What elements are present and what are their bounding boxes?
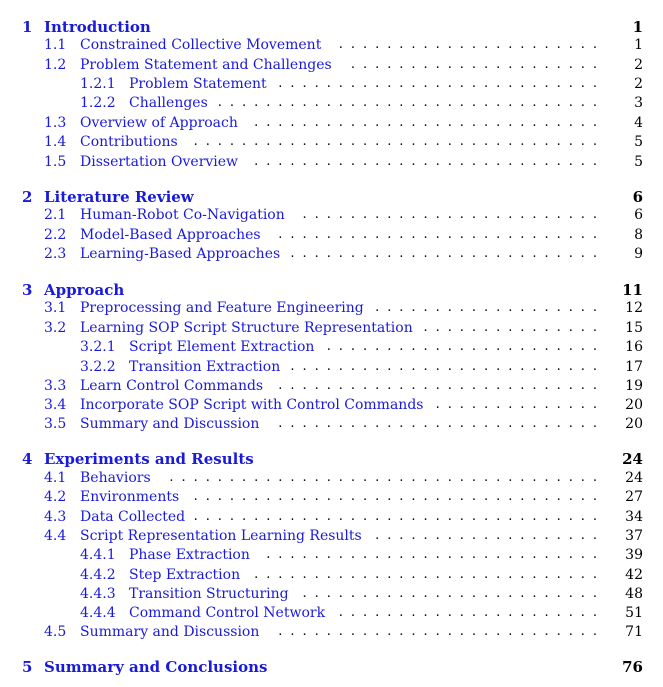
- toc-section-entry[interactable]: [0, 489, 663, 509]
- entry-page-number[interactable]: 24: [625, 470, 643, 486]
- entry-number: 2: [22, 188, 33, 206]
- entry-number: 4.5: [44, 624, 67, 640]
- leader-dots: . . . . . . . . . . . . . . . . . . . . . . . . . . . . . . . . . .: [193, 489, 598, 504]
- entry-page-number[interactable]: 2: [634, 76, 643, 92]
- toc-section-entry[interactable]: [0, 320, 663, 340]
- leader-dots: . . . . . . . . . . . . . . . . . . . . . . . . . . . . . . . . . . . .: [169, 470, 598, 485]
- entry-page-number[interactable]: 6: [632, 188, 643, 206]
- entry-page-number[interactable]: 15: [625, 320, 643, 336]
- entry-number: 1.2.2: [80, 95, 116, 111]
- entry-page-number[interactable]: 48: [625, 586, 643, 602]
- toc-subsection-entry[interactable]: [0, 95, 663, 115]
- entry-title[interactable]: Model-Based Approaches: [80, 227, 261, 243]
- entry-title[interactable]: Constrained Collective Movement: [80, 37, 322, 53]
- leader-dots: . . . . . . . . . . . . . . . . . . . . . . . . . .: [290, 246, 598, 261]
- entry-number: 3.2.2: [80, 359, 116, 375]
- entry-number: 4.4.1: [80, 547, 116, 563]
- entry-number: 1.1: [44, 37, 67, 53]
- entry-page-number[interactable]: 1: [632, 18, 643, 36]
- toc-section-entry[interactable]: [0, 528, 663, 548]
- entry-page-number[interactable]: 71: [625, 624, 643, 640]
- entry-number: 3.1: [44, 300, 67, 316]
- leader-dots: . . . . . . . . . . . . . . . . . . . . . . . . . . .: [278, 76, 598, 91]
- leader-dots: . . . . . . . . . . . . . . .: [423, 320, 598, 335]
- toc-subsection-entry[interactable]: [0, 76, 663, 96]
- entry-page-number[interactable]: 20: [625, 397, 643, 413]
- entry-number: 1.5: [44, 154, 67, 170]
- entry-page-number[interactable]: 24: [622, 450, 643, 468]
- leader-dots: . . . . . . . . . . . . . . . . . . . . . .: [338, 37, 598, 52]
- entry-title[interactable]: Learning SOP Script Structure Representation: [80, 320, 413, 336]
- entry-title[interactable]: Data Collected: [80, 509, 186, 525]
- toc-section-entry[interactable]: [0, 470, 663, 490]
- entry-number: 1: [22, 18, 33, 36]
- leader-dots: . . . . . . . . . . . . . . . . . . . . . . . . . . . . . . . . . .: [193, 134, 598, 149]
- entry-title[interactable]: Learning-Based Approaches: [80, 246, 281, 262]
- entry-number: 4.4.2: [80, 567, 116, 583]
- entry-number: 4.4.3: [80, 586, 116, 602]
- toc-section-entry[interactable]: [0, 227, 663, 247]
- leader-dots: . . . . . . . . . . . . . . . . . . . . . . . . . . .: [278, 227, 598, 242]
- toc-subsection-entry[interactable]: [0, 359, 663, 379]
- entry-number: 3.2.1: [80, 339, 116, 355]
- entry-title[interactable]: Environments: [80, 489, 180, 505]
- entry-number: 1.2.1: [80, 76, 116, 92]
- entry-page-number[interactable]: 37: [625, 528, 643, 544]
- toc-section-entry[interactable]: [0, 57, 663, 77]
- entry-title[interactable]: Command Control Network: [129, 605, 326, 621]
- entry-page-number[interactable]: 3: [634, 95, 643, 111]
- entry-title[interactable]: Overview of Approach: [80, 115, 238, 131]
- leader-dots: . . . . . . . . . . . . . . . . . . . . . . . . . . . . .: [254, 154, 598, 169]
- entry-title[interactable]: Transition Structuring: [129, 586, 289, 602]
- entry-page-number[interactable]: 42: [625, 567, 643, 583]
- entry-page-number[interactable]: 12: [625, 300, 643, 316]
- entry-title[interactable]: Experiments and Results: [44, 450, 254, 468]
- leader-dots: . . . . . . . . . . . . . . . . . . . . . . . . . . . . . . . . . .: [193, 509, 598, 524]
- entry-title[interactable]: Summary and Conclusions: [44, 658, 268, 676]
- toc-chapter-entry[interactable]: [0, 658, 663, 678]
- entry-page-number[interactable]: 17: [625, 359, 643, 375]
- leader-dots: . . . . . . . . . . . . . . . . . . . . . . . . . .: [290, 359, 598, 374]
- entry-title[interactable]: Problem Statement: [129, 76, 267, 92]
- entry-number: 4.4: [44, 528, 67, 544]
- toc-subsection-entry[interactable]: [0, 567, 663, 587]
- entry-number: 3.5: [44, 416, 67, 432]
- toc-section-entry[interactable]: [0, 300, 663, 320]
- entry-number: 2.1: [44, 207, 67, 223]
- entry-page-number[interactable]: 16: [625, 339, 643, 355]
- entry-page-number[interactable]: 4: [634, 115, 643, 131]
- leader-dots: . . . . . . . . . . . . . . . . . . . . . . . . .: [302, 586, 598, 601]
- leader-dots: . . . . . . . . . . . . . . . . . . . . . . . . . . .: [278, 624, 598, 639]
- entry-number: 2.2: [44, 227, 67, 243]
- toc-chapter-entry[interactable]: [0, 188, 663, 208]
- toc-section-entry[interactable]: [0, 509, 663, 529]
- entry-title[interactable]: Incorporate SOP Script with Control Commands: [80, 397, 424, 413]
- toc-section-entry[interactable]: [0, 37, 663, 57]
- leader-dots: . . . . . . . . . . . . . . . . . . . . . . . . . . . . . . . .: [217, 95, 598, 110]
- toc-subsection-entry[interactable]: [0, 547, 663, 567]
- leader-dots: . . . . . . . . . . . . . . . . . . . . . . . . . . . .: [266, 547, 598, 562]
- entry-title[interactable]: Behaviors: [80, 470, 151, 486]
- entry-title[interactable]: Script Element Extraction: [129, 339, 315, 355]
- entry-title[interactable]: Human-Robot Co-Navigation: [80, 207, 285, 223]
- entry-page-number[interactable]: 20: [625, 416, 643, 432]
- entry-number: 3.3: [44, 378, 67, 394]
- leader-dots: . . . . . . . . . . . . . . . . . . . . . . . . . . .: [278, 416, 598, 431]
- entry-title[interactable]: Summary and Discussion: [80, 416, 260, 432]
- toc-chapter-entry[interactable]: [0, 281, 663, 301]
- entry-number: 4.4.4: [80, 605, 116, 621]
- entry-title[interactable]: Phase Extraction: [129, 547, 250, 563]
- entry-title[interactable]: Step Extraction: [129, 567, 241, 583]
- toc-section-entry[interactable]: [0, 378, 663, 398]
- entry-number: 1.4: [44, 134, 67, 150]
- entry-page-number[interactable]: 51: [625, 605, 643, 621]
- entry-page-number[interactable]: 11: [622, 281, 643, 299]
- entry-page-number[interactable]: 9: [634, 246, 643, 262]
- entry-title[interactable]: Learn Control Commands: [80, 378, 264, 394]
- leader-dots: . . . . . . . . . . . . . . . . . . . . . . . . . . . . .: [254, 567, 598, 582]
- entry-title[interactable]: Dissertation Overview: [80, 154, 239, 170]
- entry-page-number[interactable]: 6: [634, 207, 643, 223]
- toc-subsection-entry[interactable]: [0, 586, 663, 606]
- entry-number: 3.2: [44, 320, 67, 336]
- entry-page-number[interactable]: 27: [625, 489, 643, 505]
- entry-number: 5: [22, 658, 33, 676]
- entry-page-number[interactable]: 1: [634, 37, 643, 53]
- leader-dots: . . . . . . . . . . . . . . . . . . . . . .: [338, 605, 598, 620]
- entry-title[interactable]: Challenges: [129, 95, 208, 111]
- entry-page-number[interactable]: 2: [634, 57, 643, 73]
- toc-subsection-entry[interactable]: [0, 605, 663, 625]
- entry-number: 4: [22, 450, 33, 468]
- toc-section-entry[interactable]: [0, 397, 663, 417]
- entry-page-number[interactable]: 5: [634, 154, 643, 170]
- entry-number: 1.3: [44, 115, 67, 131]
- toc-section-entry[interactable]: [0, 624, 663, 644]
- entry-number: 3.4: [44, 397, 67, 413]
- leader-dots: . . . . . . . . . . . . . . . . . . . . . . . . .: [302, 207, 598, 222]
- toc-section-entry[interactable]: [0, 416, 663, 436]
- entry-page-number[interactable]: 76: [622, 658, 643, 676]
- toc-section-entry[interactable]: [0, 115, 663, 135]
- entry-page-number[interactable]: 19: [625, 378, 643, 394]
- leader-dots: . . . . . . . . . . . . . . . . . . .: [375, 300, 598, 315]
- entry-number: 2.3: [44, 246, 67, 262]
- entry-number: 4.1: [44, 470, 67, 486]
- leader-dots: . . . . . . . . . . . . . . . . . . . . . . . . . . .: [278, 378, 598, 393]
- leader-dots: . . . . . . . . . . . . . .: [435, 397, 598, 412]
- entry-title[interactable]: Summary and Discussion: [80, 624, 260, 640]
- leader-dots: . . . . . . . . . . . . . . . . . . .: [375, 528, 598, 543]
- entry-title[interactable]: Script Representation Learning Results: [80, 528, 362, 544]
- toc-section-entry[interactable]: [0, 134, 663, 154]
- entry-title[interactable]: Introduction: [44, 18, 151, 36]
- entry-number: 4.3: [44, 509, 67, 525]
- entry-number: 3: [22, 281, 33, 299]
- entry-title[interactable]: Contributions: [80, 134, 178, 150]
- toc-chapter-entry[interactable]: [0, 450, 663, 470]
- toc-section-entry[interactable]: [0, 246, 663, 266]
- entry-page-number[interactable]: 8: [634, 227, 643, 243]
- entry-number: 1.2: [44, 57, 67, 73]
- entry-title[interactable]: Approach: [44, 281, 125, 299]
- leader-dots: . . . . . . . . . . . . . . . . . . . . . . . . . . . . .: [254, 115, 598, 130]
- entry-page-number[interactable]: 39: [625, 547, 643, 563]
- entry-title[interactable]: Problem Statement and Challenges: [80, 57, 332, 73]
- toc-section-entry[interactable]: [0, 154, 663, 174]
- entry-title[interactable]: Preprocessing and Feature Engineering: [80, 300, 364, 316]
- entry-number: 4.2: [44, 489, 67, 505]
- toc-subsection-entry[interactable]: [0, 339, 663, 359]
- leader-dots: . . . . . . . . . . . . . . . . . . . . . . .: [326, 339, 598, 354]
- entry-page-number[interactable]: 5: [634, 134, 643, 150]
- toc-section-entry[interactable]: [0, 207, 663, 227]
- entry-title[interactable]: Literature Review: [44, 188, 194, 206]
- leader-dots: . . . . . . . . . . . . . . . . . . . . .: [350, 57, 598, 72]
- entry-title[interactable]: Transition Extraction: [129, 359, 281, 375]
- toc-chapter-entry[interactable]: [0, 18, 663, 38]
- entry-page-number[interactable]: 34: [625, 509, 643, 525]
